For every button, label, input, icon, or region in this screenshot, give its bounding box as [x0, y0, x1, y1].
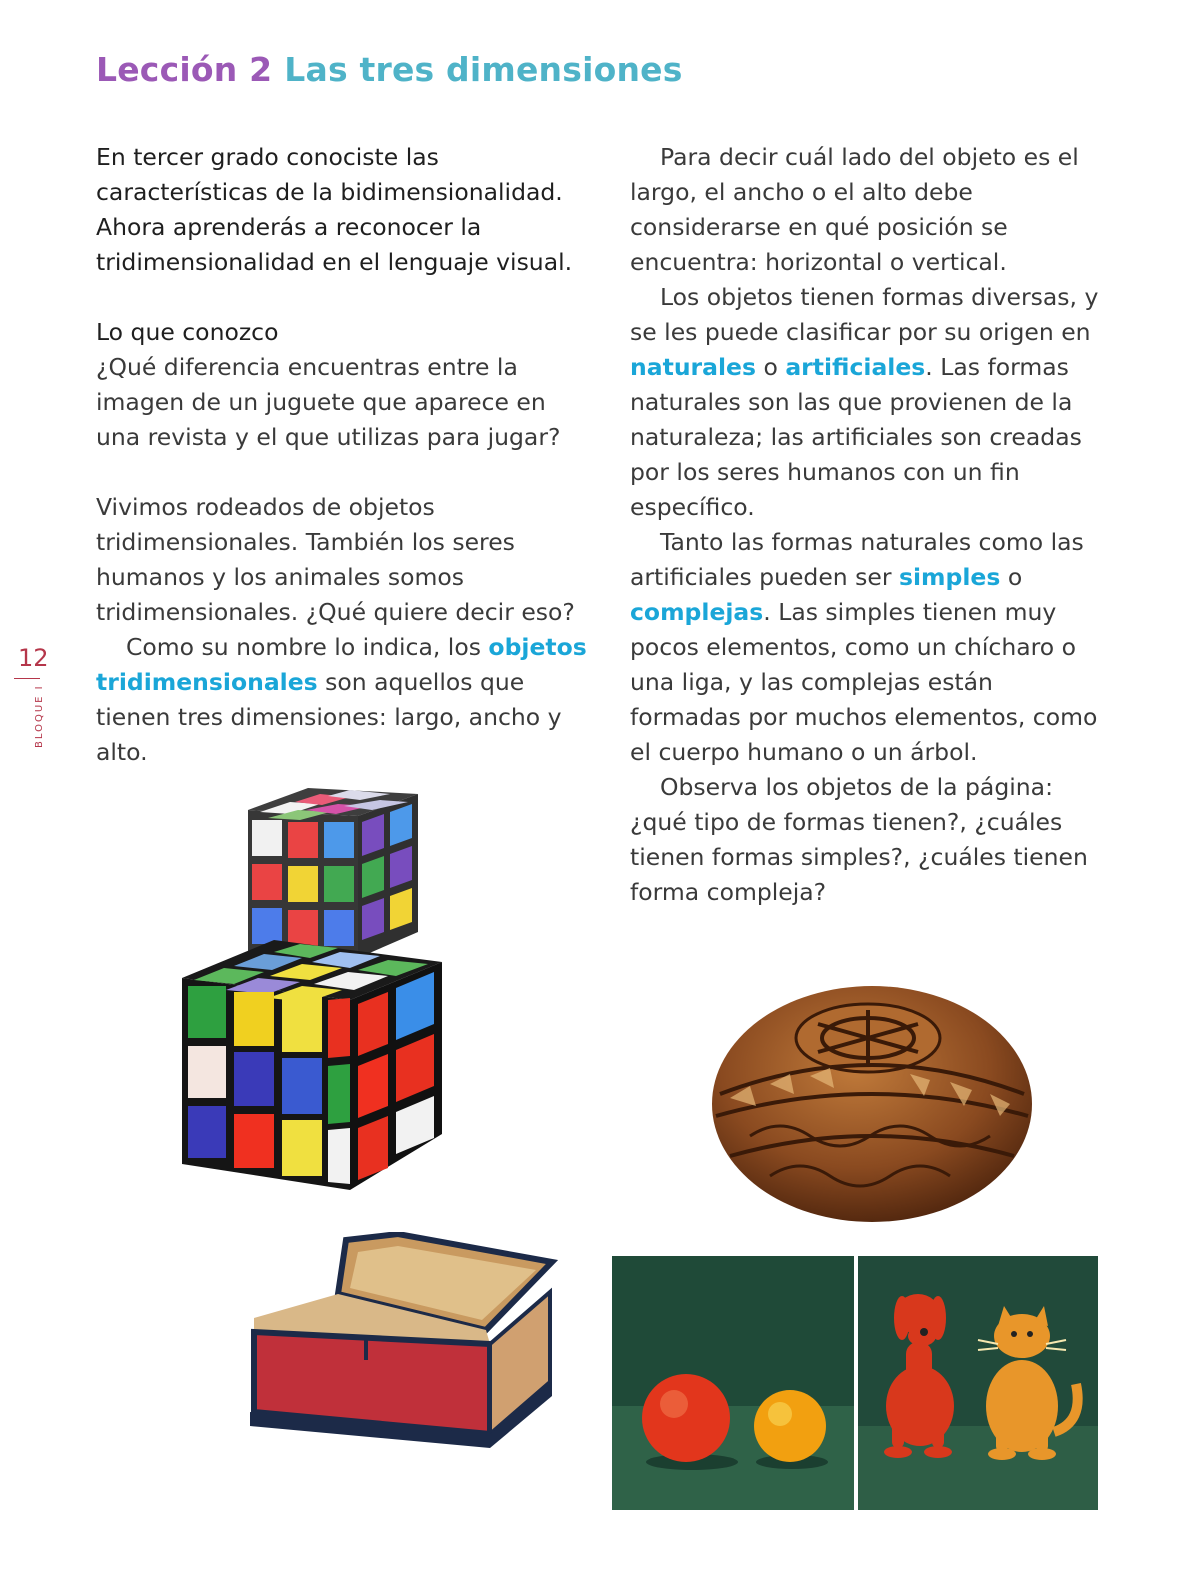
- clay-animals-photo: [858, 1256, 1098, 1510]
- wooden-box-photo: [246, 1232, 558, 1468]
- page-number: 12: [18, 644, 49, 672]
- keyword: objetos tridimensionales: [96, 633, 587, 696]
- body-paragraph: Como su nombre lo indica, los objetos tridimensionales son aquellos que tienen tres dimensiones: largo, ancho y alto.: [96, 633, 587, 766]
- rubiks-cube-small-photo: [240, 782, 430, 962]
- question-paragraph: ¿Qué diferencia encuentras entre la imagen de un juguete que aparece en una revista y el que utilizas para jugar?: [96, 353, 561, 451]
- lesson-number: Lección 2: [96, 50, 273, 89]
- bloque-label: BLOQUE I: [34, 684, 45, 748]
- keyword: artificiales: [785, 353, 926, 381]
- keyword: naturales: [630, 353, 756, 381]
- body-paragraph: Para decir cuál lado del objeto es el largo, el ancho o el alto debe considerarse en qué posición se encuentra: horizontal o vertical.: [630, 143, 1079, 276]
- body-paragraph: Observa los objetos de la página: ¿qué tipo de formas tienen?, ¿cuáles tienen formas simples?, ¿cuáles tienen forma compleja?: [630, 773, 1088, 906]
- left-column: [96, 140, 596, 770]
- keyword: complejas: [630, 598, 764, 626]
- lesson-name: Las tres dimensiones: [284, 50, 683, 89]
- rubiks-cube-large-photo: [178, 938, 446, 1194]
- section-title: Lo que conozco: [96, 318, 279, 346]
- body-paragraph: Los objetos tienen formas diversas, y se les puede clasificar por su origen en naturales o artificiales. Las formas naturales son las que provienen de la naturaleza; las artificiales son creadas por los seres humanos con un fin específico.: [630, 283, 1099, 521]
- gourd-bowl-photo: [710, 976, 1034, 1226]
- right-column: [630, 140, 1110, 910]
- spheres-photo: [612, 1256, 854, 1510]
- intro-paragraph: En tercer grado conociste las características de la bidimensionalidad. Ahora aprenderás a reconocer la tridimensionalidad en el lenguaje visual.: [96, 143, 573, 276]
- body-paragraph: Vivimos rodeados de objetos tridimensionales. También los seres humanos y los animales somos tridimensionales. ¿Qué quiere decir eso?: [96, 493, 575, 626]
- lesson-title: [96, 50, 683, 89]
- body-paragraph: Tanto las formas naturales como las artificiales pueden ser simples o complejas. Las simples tienen muy pocos elementos, como un chícharo o una liga, y las complejas están formadas por muchos elementos, como el cuerpo humano o un árbol.: [630, 528, 1098, 766]
- keyword: simples: [899, 563, 1001, 591]
- page-number-divider: [14, 678, 40, 679]
